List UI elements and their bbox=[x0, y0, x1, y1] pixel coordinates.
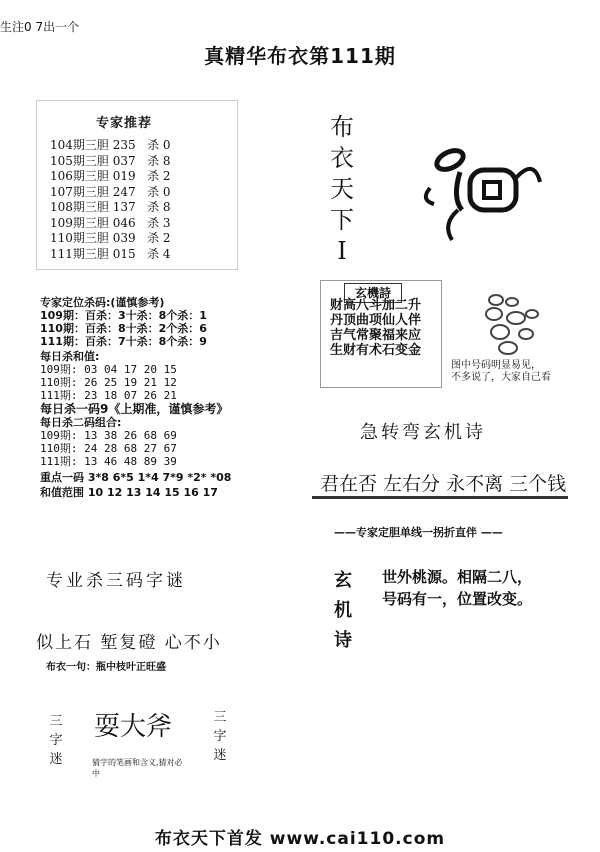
zimi-hint: 猜字的笔画和含义,猜对必中 bbox=[92, 758, 183, 778]
daily-sum-row: 109期: 03 04 17 20 15 bbox=[40, 363, 177, 376]
mystic-poem-lines bbox=[330, 298, 421, 358]
xuanji-char: 机 bbox=[334, 600, 352, 621]
zimi-heading: 专业杀三码字谜 bbox=[46, 571, 186, 591]
coins-stack-icon bbox=[476, 290, 546, 358]
buyi-char: 衣 bbox=[330, 144, 354, 172]
expert-row: 105期三胆 037 杀 8 bbox=[50, 153, 171, 168]
expert-row: 110期三胆 039 杀 2 bbox=[50, 231, 171, 245]
expert-row: 108期三胆 137 杀 8 bbox=[50, 200, 171, 214]
daily-two-row: 111期: 13 46 48 89 39 bbox=[40, 455, 177, 468]
xuanji-line: 号码有一，位置改变。 bbox=[382, 590, 533, 608]
zimi-big-riddle: 耍大斧 bbox=[94, 712, 173, 742]
buyi-vertical-text bbox=[326, 112, 358, 267]
sum-range-text: 和值范围 10 12 13 14 15 16 17 bbox=[40, 486, 218, 499]
expert-row: 107期三胆 247 杀 0 bbox=[50, 184, 171, 199]
position-kill-list bbox=[40, 309, 231, 348]
buyi-char: 布 bbox=[330, 113, 354, 141]
xuanji-lines bbox=[382, 566, 532, 610]
daily-two-heading: 每日杀二码组合: bbox=[40, 416, 122, 429]
side-char: 三 bbox=[213, 710, 227, 725]
daily-two-row: 110期: 24 28 68 27 67 bbox=[40, 442, 177, 455]
corner-note: 生注0 7出一个 bbox=[0, 20, 80, 34]
zimi-riddle: 似上石 堑复磴 心不小 bbox=[36, 633, 222, 653]
position-kill-heading: 专家定位杀码:(谨慎参考) bbox=[40, 296, 165, 309]
xuanji-line: 世外桃源。相隔二八， bbox=[382, 568, 533, 586]
expert-row: 109期三胆 046 杀 3 bbox=[50, 215, 171, 230]
buyi-char: I bbox=[337, 237, 347, 265]
mystic-poem-line: 丹顶曲项仙人伴 bbox=[330, 313, 422, 328]
footer-text: 布衣天下首发 www.cai110.com bbox=[154, 829, 446, 849]
buyi-char: 下 bbox=[330, 206, 354, 234]
urgent-text: 君在否 左右分 永不离 三个钱 bbox=[320, 473, 567, 495]
daily-sum-row: 111期: 23 18 07 26 21 bbox=[40, 389, 177, 402]
expert-row: 111期三胆 015 杀 4 bbox=[50, 246, 171, 261]
stats-section bbox=[40, 296, 231, 499]
mystic-poem-title: 玄機詩 bbox=[344, 283, 402, 303]
expert-row: 106期三胆 019 杀 2 bbox=[50, 169, 171, 183]
daily-sum-row: 110期: 26 25 19 21 12 bbox=[40, 376, 177, 389]
coin-drawing bbox=[412, 138, 552, 248]
daily-sum-heading: 每日杀和值: bbox=[40, 350, 100, 363]
dan-line: ——专家定胆单线一拐折直伴 —— bbox=[334, 526, 503, 539]
expert-heading: 专家推荐 bbox=[96, 116, 153, 131]
side-char: 三 bbox=[49, 714, 63, 729]
position-kill-row: 110期：百杀：8十杀：2个杀：6 bbox=[40, 322, 207, 335]
daily-one-text: 每日杀一码9《上期准，谨慎参考》 bbox=[40, 402, 229, 416]
side-char: 字 bbox=[49, 733, 63, 748]
side-char: 迷 bbox=[213, 748, 227, 763]
daily-two-row: 109期: 13 38 26 68 69 bbox=[40, 429, 177, 442]
urgent-title: 急转弯玄机诗 bbox=[360, 422, 486, 443]
xuanji-vertical-text bbox=[330, 566, 356, 656]
buyi-char: 天 bbox=[330, 175, 354, 203]
expert-list bbox=[50, 138, 171, 262]
mystic-caption-line: 不多说了，大家自己看 bbox=[451, 372, 551, 383]
mystic-poem-line: 生财有术石变金 bbox=[330, 343, 422, 358]
zimi-side-right bbox=[212, 708, 228, 765]
zimi-yiju: 布衣一句：瓶中枝叶正旺盛 bbox=[46, 662, 166, 673]
mystic-poem-line: 财高八斗加二升 bbox=[330, 298, 422, 313]
xuanji-char: 玄 bbox=[334, 570, 352, 591]
mystic-poem-caption bbox=[451, 360, 551, 384]
zimi-side-left bbox=[48, 712, 64, 769]
daily-two-list bbox=[40, 429, 231, 468]
xuanji-char: 诗 bbox=[334, 630, 352, 651]
daily-sum-list bbox=[40, 363, 231, 402]
position-kill-row: 111期：百杀：7十杀：8个杀：9 bbox=[40, 335, 207, 348]
side-char: 字 bbox=[213, 729, 227, 744]
mystic-caption-line: 图中号码明显易见， bbox=[451, 360, 541, 371]
key-position-text: 重点一码 3*8 6*5 1*4 7*9 *2* *08 bbox=[40, 471, 232, 484]
side-char: 迷 bbox=[49, 752, 63, 767]
mystic-poem-line: 吉气常聚福来应 bbox=[330, 328, 422, 343]
page-title: 真精华布衣第111期 bbox=[204, 44, 396, 68]
position-kill-row: 109期：百杀：3十杀：8个杀：1 bbox=[40, 309, 207, 322]
expert-row: 104期三胆 235 杀 0 bbox=[50, 138, 171, 152]
